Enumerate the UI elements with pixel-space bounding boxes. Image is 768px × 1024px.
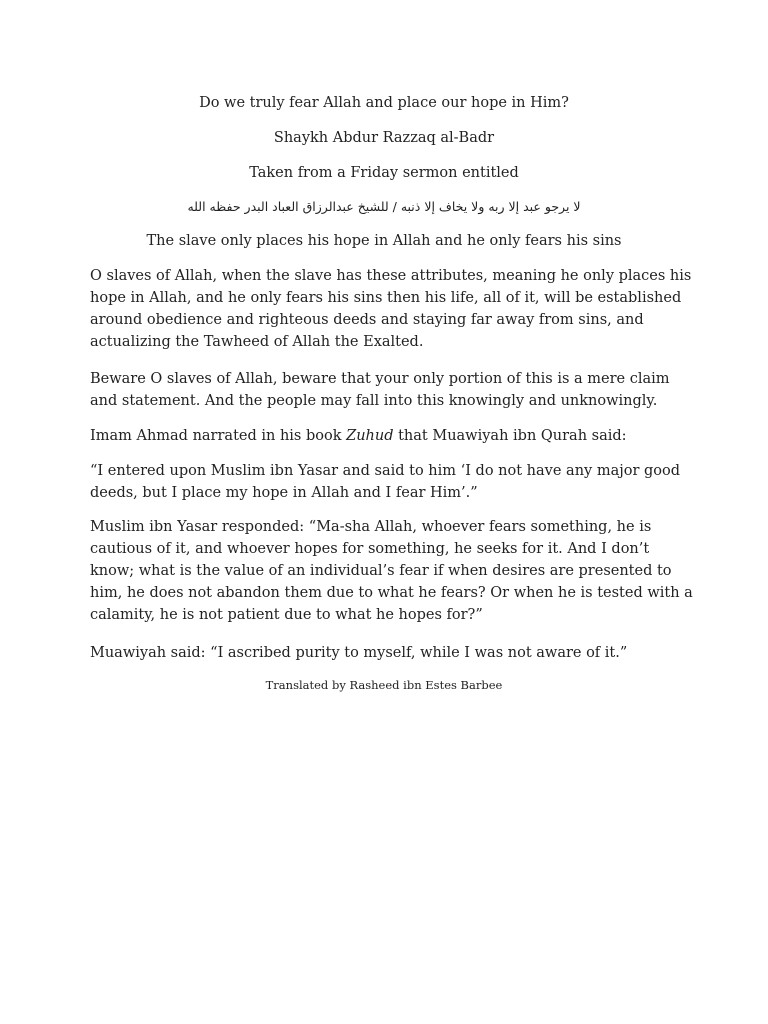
paragraph-5: Muslim ibn Yasar responded: “Ma-sha Allah, whoever fears something, he is cautious of it, and whoever hopes for something, he seeks for it. And I don’t know; what is the value of an individual’s fear if when desires are presented to him, he does not abandon them due to what he fears? Or when he is tested with a calamity, he is not patient due to what he hopes for?” — [90, 519, 693, 623]
paragraph-3 — [90, 425, 694, 447]
book-title: Zuhud — [346, 428, 394, 444]
document-title: Do we truly fear Allah and place our hope in Him? — [199, 95, 569, 111]
translator-credit: Translated by Rasheed ibn Estes Barbee — [265, 678, 503, 692]
sermon-subtitle: The slave only places his hope in Allah and he only fears his sins — [146, 233, 622, 249]
paragraph-3-rest: that Muawiyah ibn Qurah said: — [393, 428, 627, 444]
paragraph-4: “I entered upon Muslim ibn Yasar and said to him ‘I do not have any major good deeds, but I place my hope in Allah and I fear Him’.” — [90, 463, 681, 501]
paragraph-2: Beware O slaves of Allah, beware that your only portion of this is a mere claim and statement. And the people may fall into this knowingly and unknowingly. — [90, 371, 670, 409]
paragraph-1: O slaves of Allah, when the slave has these attributes, meaning he only places his hope in Allah, and he only fears his sins then his life, all of it, will be established around obedience and righteous deeds and staying far away from sins, and actualizing the Tawheed of Allah the Exalted. — [90, 268, 692, 350]
source-line: Taken from a Friday sermon entitled — [249, 165, 519, 181]
arabic-sermon-title: لا يرجو عبد إلا ربه ولا يخاف إلا ذنبه / للشيخ عبدالرزاق العباد البدر حفظه الله — [187, 199, 581, 214]
paragraph-3-intro: Imam Ahmad narrated in his book — [90, 428, 347, 444]
paragraph-6: Muawiyah said: “I ascribed purity to myself, while I was not aware of it.” — [90, 645, 628, 661]
author-name: Shaykh Abdur Razzaq al-Badr — [273, 130, 495, 146]
